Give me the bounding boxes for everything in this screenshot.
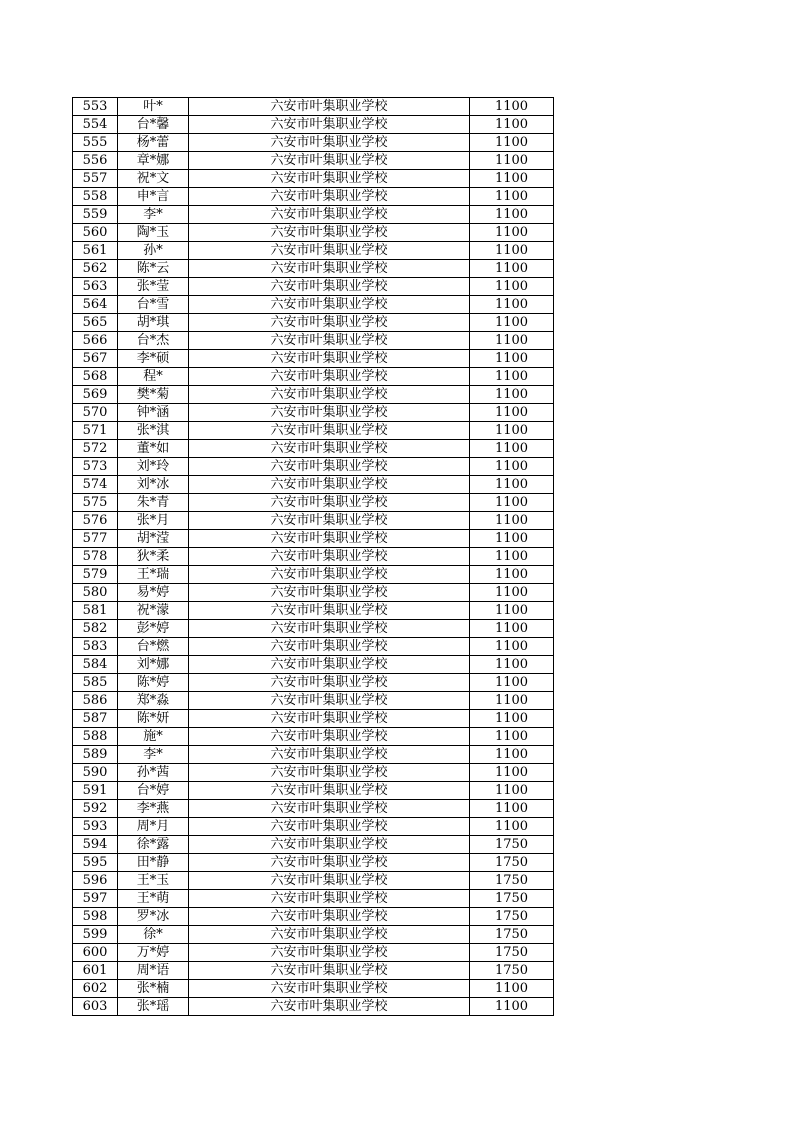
school-name-cell: 六安市叶集职业学校 [189, 422, 470, 440]
row-number-cell: 589 [73, 746, 118, 764]
row-number-cell: 575 [73, 494, 118, 512]
student-name-cell: 施* [118, 728, 189, 746]
student-name-cell: 孙* [118, 242, 189, 260]
student-name-cell: 孙*茜 [118, 764, 189, 782]
student-name-cell: 祝*文 [118, 170, 189, 188]
table-row [73, 620, 554, 638]
row-number-cell: 600 [73, 944, 118, 962]
school-name-cell: 六安市叶集职业学校 [189, 170, 470, 188]
table-row [73, 152, 554, 170]
amount-cell: 1100 [470, 368, 554, 386]
school-name-cell: 六安市叶集职业学校 [189, 836, 470, 854]
school-name-cell: 六安市叶集职业学校 [189, 476, 470, 494]
amount-cell: 1750 [470, 872, 554, 890]
student-name-cell: 樊*菊 [118, 386, 189, 404]
amount-cell: 1100 [470, 332, 554, 350]
school-name-cell: 六安市叶集职业学校 [189, 962, 470, 980]
amount-cell: 1100 [470, 98, 554, 116]
row-number-cell: 593 [73, 818, 118, 836]
table-row [73, 332, 554, 350]
amount-cell: 1100 [470, 494, 554, 512]
table-row [73, 800, 554, 818]
table-row [73, 926, 554, 944]
school-name-cell: 六安市叶集职业学校 [189, 368, 470, 386]
table-row [73, 134, 554, 152]
amount-cell: 1100 [470, 512, 554, 530]
row-number-cell: 597 [73, 890, 118, 908]
student-name-cell: 祝*濛 [118, 602, 189, 620]
school-name-cell: 六安市叶集职业学校 [189, 728, 470, 746]
amount-cell: 1100 [470, 188, 554, 206]
table-row [73, 296, 554, 314]
student-name-cell: 台*燃 [118, 638, 189, 656]
student-name-cell: 刘*玲 [118, 458, 189, 476]
amount-cell: 1100 [470, 674, 554, 692]
student-name-cell: 周*月 [118, 818, 189, 836]
student-name-cell: 钟*涵 [118, 404, 189, 422]
amount-cell: 1100 [470, 620, 554, 638]
amount-cell: 1100 [470, 764, 554, 782]
school-name-cell: 六安市叶集职业学校 [189, 98, 470, 116]
table-row [73, 170, 554, 188]
school-name-cell: 六安市叶集职业学校 [189, 710, 470, 728]
student-name-cell: 章*娜 [118, 152, 189, 170]
table-row [73, 368, 554, 386]
table-row [73, 944, 554, 962]
amount-cell: 1750 [470, 908, 554, 926]
row-number-cell: 565 [73, 314, 118, 332]
student-name-cell: 周*语 [118, 962, 189, 980]
student-name-cell: 李*硕 [118, 350, 189, 368]
student-name-cell: 台*雪 [118, 296, 189, 314]
student-name-cell: 罗*冰 [118, 908, 189, 926]
student-name-cell: 台*杰 [118, 332, 189, 350]
school-name-cell: 六安市叶集职业学校 [189, 926, 470, 944]
student-name-cell: 董*如 [118, 440, 189, 458]
row-number-cell: 578 [73, 548, 118, 566]
amount-cell: 1750 [470, 890, 554, 908]
amount-cell: 1100 [470, 818, 554, 836]
row-number-cell: 577 [73, 530, 118, 548]
amount-cell: 1100 [470, 566, 554, 584]
row-number-cell: 567 [73, 350, 118, 368]
school-name-cell: 六安市叶集职业学校 [189, 692, 470, 710]
table-row [73, 476, 554, 494]
table-row [73, 314, 554, 332]
school-name-cell: 六安市叶集职业学校 [189, 980, 470, 998]
amount-cell: 1100 [470, 170, 554, 188]
table-row [73, 818, 554, 836]
school-name-cell: 六安市叶集职业学校 [189, 674, 470, 692]
table-row [73, 962, 554, 980]
table-row [73, 710, 554, 728]
student-name-cell: 张*楠 [118, 980, 189, 998]
school-name-cell: 六安市叶集职业学校 [189, 242, 470, 260]
school-name-cell: 六安市叶集职业学校 [189, 494, 470, 512]
row-number-cell: 562 [73, 260, 118, 278]
row-number-cell: 580 [73, 584, 118, 602]
student-name-cell: 张*月 [118, 512, 189, 530]
student-name-cell: 徐* [118, 926, 189, 944]
table-row [73, 530, 554, 548]
school-name-cell: 六安市叶集职业学校 [189, 260, 470, 278]
row-number-cell: 586 [73, 692, 118, 710]
table-row [73, 674, 554, 692]
amount-cell: 1100 [470, 404, 554, 422]
amount-cell: 1750 [470, 854, 554, 872]
table-row [73, 746, 554, 764]
table-row [73, 764, 554, 782]
school-name-cell: 六安市叶集职业学校 [189, 548, 470, 566]
row-number-cell: 555 [73, 134, 118, 152]
school-name-cell: 六安市叶集职业学校 [189, 620, 470, 638]
row-number-cell: 603 [73, 998, 118, 1016]
table-row [73, 116, 554, 134]
amount-cell: 1100 [470, 692, 554, 710]
amount-cell: 1100 [470, 710, 554, 728]
amount-cell: 1100 [470, 656, 554, 674]
school-name-cell: 六安市叶集职业学校 [189, 890, 470, 908]
table-row [73, 386, 554, 404]
row-number-cell: 582 [73, 620, 118, 638]
row-number-cell: 590 [73, 764, 118, 782]
school-name-cell: 六安市叶集职业学校 [189, 152, 470, 170]
school-name-cell: 六安市叶集职业学校 [189, 350, 470, 368]
student-name-cell: 王*玉 [118, 872, 189, 890]
student-name-cell: 彭*婷 [118, 620, 189, 638]
table-row [73, 206, 554, 224]
row-number-cell: 560 [73, 224, 118, 242]
amount-cell: 1750 [470, 926, 554, 944]
amount-cell: 1100 [470, 584, 554, 602]
row-number-cell: 599 [73, 926, 118, 944]
student-name-cell: 张*瑶 [118, 998, 189, 1016]
school-name-cell: 六安市叶集职业学校 [189, 332, 470, 350]
student-name-cell: 陈*云 [118, 260, 189, 278]
row-number-cell: 561 [73, 242, 118, 260]
amount-cell: 1100 [470, 548, 554, 566]
table-row [73, 260, 554, 278]
table-row [73, 692, 554, 710]
amount-cell: 1100 [470, 998, 554, 1016]
table-row [73, 458, 554, 476]
student-name-cell: 程* [118, 368, 189, 386]
school-name-cell: 六安市叶集职业学校 [189, 602, 470, 620]
table-row [73, 98, 554, 116]
school-name-cell: 六安市叶集职业学校 [189, 116, 470, 134]
row-number-cell: 573 [73, 458, 118, 476]
roster-table-body [73, 98, 554, 1016]
amount-cell: 1100 [470, 134, 554, 152]
school-name-cell: 六安市叶集职业学校 [189, 746, 470, 764]
row-number-cell: 588 [73, 728, 118, 746]
student-name-cell: 胡*琪 [118, 314, 189, 332]
school-name-cell: 六安市叶集职业学校 [189, 512, 470, 530]
row-number-cell: 583 [73, 638, 118, 656]
school-name-cell: 六安市叶集职业学校 [189, 404, 470, 422]
row-number-cell: 572 [73, 440, 118, 458]
table-row [73, 242, 554, 260]
row-number-cell: 556 [73, 152, 118, 170]
table-row [73, 998, 554, 1016]
row-number-cell: 566 [73, 332, 118, 350]
table-row [73, 872, 554, 890]
student-name-cell: 李*燕 [118, 800, 189, 818]
student-name-cell: 万*婷 [118, 944, 189, 962]
amount-cell: 1100 [470, 800, 554, 818]
amount-cell: 1100 [470, 278, 554, 296]
amount-cell: 1100 [470, 422, 554, 440]
amount-cell: 1100 [470, 458, 554, 476]
student-name-cell: 张*淇 [118, 422, 189, 440]
school-name-cell: 六安市叶集职业学校 [189, 656, 470, 674]
amount-cell: 1100 [470, 440, 554, 458]
school-name-cell: 六安市叶集职业学校 [189, 764, 470, 782]
row-number-cell: 554 [73, 116, 118, 134]
table-row [73, 890, 554, 908]
amount-cell: 1100 [470, 242, 554, 260]
amount-cell: 1100 [470, 260, 554, 278]
row-number-cell: 591 [73, 782, 118, 800]
student-name-cell: 胡*滢 [118, 530, 189, 548]
school-name-cell: 六安市叶集职业学校 [189, 908, 470, 926]
school-name-cell: 六安市叶集职业学校 [189, 998, 470, 1016]
school-name-cell: 六安市叶集职业学校 [189, 854, 470, 872]
table-row [73, 404, 554, 422]
row-number-cell: 594 [73, 836, 118, 854]
table-row [73, 854, 554, 872]
student-name-cell: 陈*妍 [118, 710, 189, 728]
student-name-cell: 台*馨 [118, 116, 189, 134]
amount-cell: 1100 [470, 782, 554, 800]
student-name-cell: 叶* [118, 98, 189, 116]
row-number-cell: 592 [73, 800, 118, 818]
row-number-cell: 558 [73, 188, 118, 206]
school-name-cell: 六安市叶集职业学校 [189, 818, 470, 836]
row-number-cell: 557 [73, 170, 118, 188]
table-row [73, 548, 554, 566]
school-name-cell: 六安市叶集职业学校 [189, 314, 470, 332]
row-number-cell: 568 [73, 368, 118, 386]
school-name-cell: 六安市叶集职业学校 [189, 440, 470, 458]
school-name-cell: 六安市叶集职业学校 [189, 872, 470, 890]
student-name-cell: 王*萌 [118, 890, 189, 908]
row-number-cell: 564 [73, 296, 118, 314]
school-name-cell: 六安市叶集职业学校 [189, 278, 470, 296]
amount-cell: 1100 [470, 206, 554, 224]
school-name-cell: 六安市叶集职业学校 [189, 386, 470, 404]
school-name-cell: 六安市叶集职业学校 [189, 224, 470, 242]
school-name-cell: 六安市叶集职业学校 [189, 206, 470, 224]
row-number-cell: 584 [73, 656, 118, 674]
table-row [73, 980, 554, 998]
student-name-cell: 刘*娜 [118, 656, 189, 674]
row-number-cell: 570 [73, 404, 118, 422]
table-row [73, 656, 554, 674]
table-row [73, 908, 554, 926]
row-number-cell: 602 [73, 980, 118, 998]
student-name-cell: 台*婷 [118, 782, 189, 800]
table-row [73, 584, 554, 602]
student-name-cell: 易*婷 [118, 584, 189, 602]
row-number-cell: 579 [73, 566, 118, 584]
student-name-cell: 王*瑞 [118, 566, 189, 584]
row-number-cell: 569 [73, 386, 118, 404]
school-name-cell: 六安市叶集职业学校 [189, 566, 470, 584]
school-name-cell: 六安市叶集职业学校 [189, 584, 470, 602]
school-name-cell: 六安市叶集职业学校 [189, 782, 470, 800]
row-number-cell: 585 [73, 674, 118, 692]
table-row [73, 836, 554, 854]
amount-cell: 1100 [470, 350, 554, 368]
amount-cell: 1750 [470, 962, 554, 980]
student-name-cell: 郑*淼 [118, 692, 189, 710]
school-name-cell: 六安市叶集职业学校 [189, 638, 470, 656]
table-row [73, 188, 554, 206]
row-number-cell: 601 [73, 962, 118, 980]
table-row [73, 440, 554, 458]
row-number-cell: 581 [73, 602, 118, 620]
student-name-cell: 申*言 [118, 188, 189, 206]
table-row [73, 512, 554, 530]
student-name-cell: 李* [118, 746, 189, 764]
amount-cell: 1100 [470, 296, 554, 314]
table-row [73, 638, 554, 656]
school-name-cell: 六安市叶集职业学校 [189, 296, 470, 314]
school-name-cell: 六安市叶集职业学校 [189, 530, 470, 548]
table-row [73, 566, 554, 584]
student-name-cell: 狄*柔 [118, 548, 189, 566]
row-number-cell: 553 [73, 98, 118, 116]
student-name-cell: 杨*蕾 [118, 134, 189, 152]
amount-cell: 1750 [470, 944, 554, 962]
table-row [73, 278, 554, 296]
row-number-cell: 576 [73, 512, 118, 530]
row-number-cell: 571 [73, 422, 118, 440]
row-number-cell: 563 [73, 278, 118, 296]
amount-cell: 1100 [470, 530, 554, 548]
row-number-cell: 559 [73, 206, 118, 224]
amount-cell: 1100 [470, 638, 554, 656]
amount-cell: 1100 [470, 314, 554, 332]
row-number-cell: 587 [73, 710, 118, 728]
student-name-cell: 刘*冰 [118, 476, 189, 494]
school-name-cell: 六安市叶集职业学校 [189, 458, 470, 476]
row-number-cell: 596 [73, 872, 118, 890]
table-row [73, 224, 554, 242]
student-name-cell: 李* [118, 206, 189, 224]
student-name-cell: 张*莹 [118, 278, 189, 296]
amount-cell: 1100 [470, 980, 554, 998]
roster-table [72, 97, 554, 1016]
amount-cell: 1100 [470, 386, 554, 404]
table-row [73, 494, 554, 512]
row-number-cell: 598 [73, 908, 118, 926]
student-name-cell: 徐*露 [118, 836, 189, 854]
student-name-cell: 田*静 [118, 854, 189, 872]
amount-cell: 1100 [470, 152, 554, 170]
amount-cell: 1100 [470, 224, 554, 242]
school-name-cell: 六安市叶集职业学校 [189, 800, 470, 818]
student-name-cell: 陈*婷 [118, 674, 189, 692]
amount-cell: 1750 [470, 836, 554, 854]
student-name-cell: 陶*玉 [118, 224, 189, 242]
amount-cell: 1100 [470, 476, 554, 494]
table-row [73, 782, 554, 800]
school-name-cell: 六安市叶集职业学校 [189, 188, 470, 206]
row-number-cell: 595 [73, 854, 118, 872]
table-row [73, 350, 554, 368]
amount-cell: 1100 [470, 116, 554, 134]
amount-cell: 1100 [470, 746, 554, 764]
amount-cell: 1100 [470, 728, 554, 746]
student-name-cell: 朱*青 [118, 494, 189, 512]
table-row [73, 728, 554, 746]
row-number-cell: 574 [73, 476, 118, 494]
table-row [73, 422, 554, 440]
school-name-cell: 六安市叶集职业学校 [189, 944, 470, 962]
school-name-cell: 六安市叶集职业学校 [189, 134, 470, 152]
table-row [73, 602, 554, 620]
amount-cell: 1100 [470, 602, 554, 620]
